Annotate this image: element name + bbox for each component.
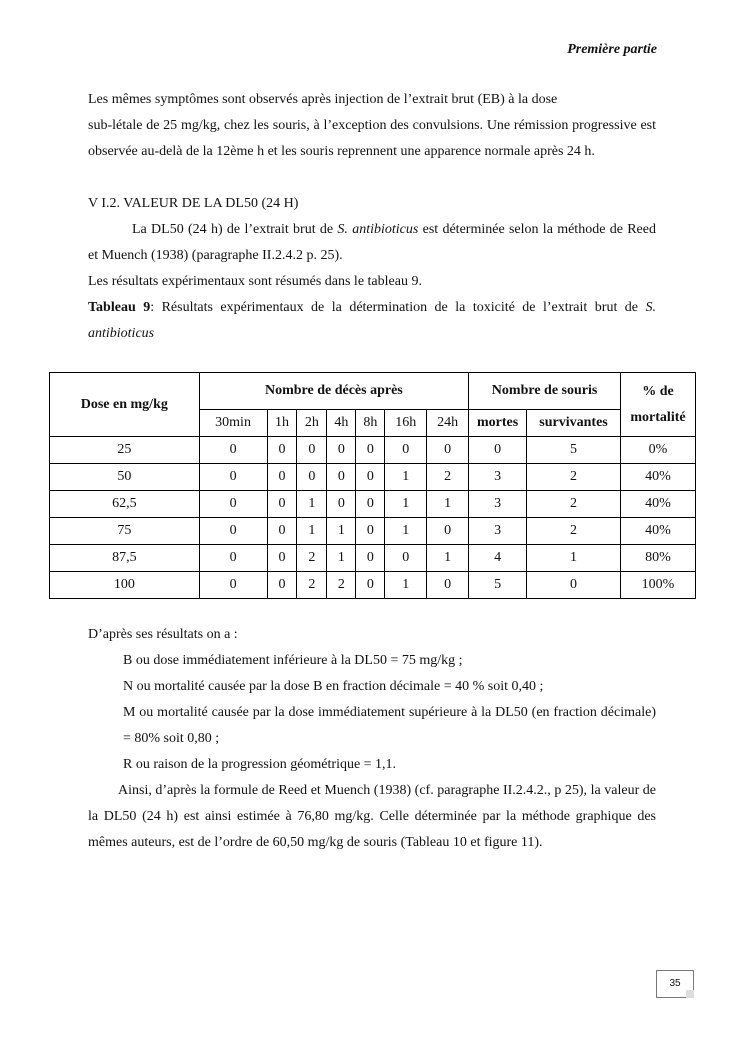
param-n: N ou mortalité causée par la dose B en fraction décimale = 40 % soit 0,40 ;	[123, 679, 544, 694]
death-count: 0	[199, 464, 267, 491]
death-count: 2	[327, 572, 356, 599]
dose: 25	[50, 437, 200, 464]
death-count: 0	[427, 572, 469, 599]
death-count: 2	[427, 464, 469, 491]
table-row	[50, 437, 696, 464]
page-number: 35	[656, 970, 694, 998]
death-count: 1	[327, 545, 356, 572]
mortality-pct: 80%	[620, 545, 695, 572]
header-dead: mortes	[469, 410, 527, 437]
dead-count: 5	[469, 572, 527, 599]
death-count: 1	[427, 545, 469, 572]
dl50-paragraph	[88, 217, 656, 269]
header-time: 8h	[356, 410, 385, 437]
header-time: 30min	[199, 410, 267, 437]
death-count: 0	[327, 464, 356, 491]
death-count: 1	[385, 518, 427, 545]
death-count: 0	[385, 545, 427, 572]
dl50-text-a: La DL50 (24 h) de l’extrait brut de	[132, 222, 338, 237]
mortality-pct: 40%	[620, 518, 695, 545]
table-row	[50, 518, 696, 545]
header-mortality-a: % de	[642, 383, 674, 399]
dead-count: 3	[469, 518, 527, 545]
param-r: R ou raison de la progression géométrique = 1,1.	[123, 757, 397, 772]
header-mice: Nombre de souris	[469, 373, 621, 410]
header-deaths: Nombre de décès après	[199, 373, 469, 410]
alive-count: 2	[527, 518, 621, 545]
mortality-pct: 100%	[620, 572, 695, 599]
alive-count: 2	[527, 464, 621, 491]
death-count: 0	[267, 437, 297, 464]
header-mortality-b: mortalité	[630, 409, 686, 425]
table-caption	[88, 295, 656, 347]
death-count: 0	[267, 464, 297, 491]
species-name: S. antibioticus	[337, 222, 419, 237]
header-time: 16h	[385, 410, 427, 437]
death-count: 2	[297, 572, 327, 599]
section-heading: V I.2. VALEUR DE LA DL50 (24 H)	[88, 196, 299, 211]
death-count: 0	[385, 437, 427, 464]
table-row	[50, 572, 696, 599]
death-count: 0	[199, 437, 267, 464]
intro-line-1: Les mêmes symptômes sont observés après injection de l’extrait brut (EB) à la dose	[88, 92, 558, 107]
death-count: 0	[356, 572, 385, 599]
death-count: 1	[327, 518, 356, 545]
death-count: 0	[267, 572, 297, 599]
death-count: 0	[356, 437, 385, 464]
header-time: 24h	[427, 410, 469, 437]
death-count: 1	[427, 491, 469, 518]
intro-paragraph: sub-létale de 25 mg/kg, chez les souris, à l’exception des convulsions. Une rémission progressive est observée au-delà de la 12ème h et les souris reprennent une apparence normale après 24 h.	[88, 118, 656, 159]
death-count: 0	[356, 545, 385, 572]
param-b: B ou dose immédiatement inférieure à la DL50 = 75 mg/kg ;	[123, 653, 463, 668]
death-count: 0	[267, 545, 297, 572]
death-count: 1	[297, 518, 327, 545]
header-mortality	[620, 373, 695, 437]
death-count: 0	[199, 572, 267, 599]
death-count: 2	[297, 545, 327, 572]
table-row	[50, 491, 696, 518]
alive-count: 1	[527, 545, 621, 572]
toxicity-table	[49, 372, 696, 599]
dead-count: 4	[469, 545, 527, 572]
running-header: Première partie	[567, 42, 657, 57]
dl50-text-b: est déterminée selon la méthode de Reed et Muench (1938) (paragraphe II.2.4.2 p. 25).	[88, 222, 656, 263]
dead-count: 0	[469, 437, 527, 464]
death-count: 0	[427, 437, 469, 464]
death-count: 1	[385, 464, 427, 491]
mortality-pct: 0%	[620, 437, 695, 464]
alive-count: 0	[527, 572, 621, 599]
dose: 87,5	[50, 545, 200, 572]
table-row	[50, 464, 696, 491]
header-time: 1h	[267, 410, 297, 437]
death-count: 0	[267, 518, 297, 545]
death-count: 0	[356, 518, 385, 545]
results-summary: Les résultats expérimentaux sont résumés dans le tableau 9.	[88, 274, 422, 289]
caption-label: Tableau 9	[88, 300, 151, 315]
death-count: 1	[297, 491, 327, 518]
body-text	[88, 87, 656, 347]
table-row	[50, 545, 696, 572]
dose: 50	[50, 464, 200, 491]
death-count: 0	[356, 464, 385, 491]
dose: 62,5	[50, 491, 200, 518]
header-time: 2h	[297, 410, 327, 437]
dead-count: 3	[469, 491, 527, 518]
conclusion-paragraph: Ainsi, d’après la formule de Reed et Muench (1938) (cf. paragraphe II.2.4.2., p 25), la valeur de la DL50 (24 h) est ainsi estimée à 76,80 mg/kg. Celle déterminée par la méthode graphique des mêmes auteurs, est de l’ordre de 60,50 mg/kg de souris (Tableau 10 et figure 11).	[88, 783, 656, 850]
mortality-pct: 40%	[620, 491, 695, 518]
dose: 75	[50, 518, 200, 545]
dead-count: 3	[469, 464, 527, 491]
death-count: 1	[385, 491, 427, 518]
death-count: 0	[199, 545, 267, 572]
header-alive: survivantes	[527, 410, 621, 437]
death-count: 0	[327, 491, 356, 518]
death-count: 0	[297, 437, 327, 464]
dose: 100	[50, 572, 200, 599]
header-dose: Dose en mg/kg	[50, 373, 200, 437]
death-count: 0	[199, 518, 267, 545]
header-time: 4h	[327, 410, 356, 437]
alive-count: 5	[527, 437, 621, 464]
param-m: M ou mortalité causée par la dose immédiatement supérieure à la DL50 (en fraction décimale) = 80% soit 0,80 ;	[123, 705, 656, 746]
alive-count: 2	[527, 491, 621, 518]
caption-species: S. antibioticus	[88, 300, 656, 341]
death-count: 0	[267, 491, 297, 518]
mortality-pct: 40%	[620, 464, 695, 491]
death-count: 1	[385, 572, 427, 599]
analysis-text	[88, 622, 656, 856]
death-count: 0	[327, 437, 356, 464]
analysis-intro: D’après ses résultats on a :	[88, 627, 238, 642]
caption-text: : Résultats expérimentaux de la détermination de la toxicité de l’extrait brut de	[150, 300, 646, 315]
death-count: 0	[427, 518, 469, 545]
death-count: 0	[297, 464, 327, 491]
death-count: 0	[199, 491, 267, 518]
death-count: 0	[356, 491, 385, 518]
